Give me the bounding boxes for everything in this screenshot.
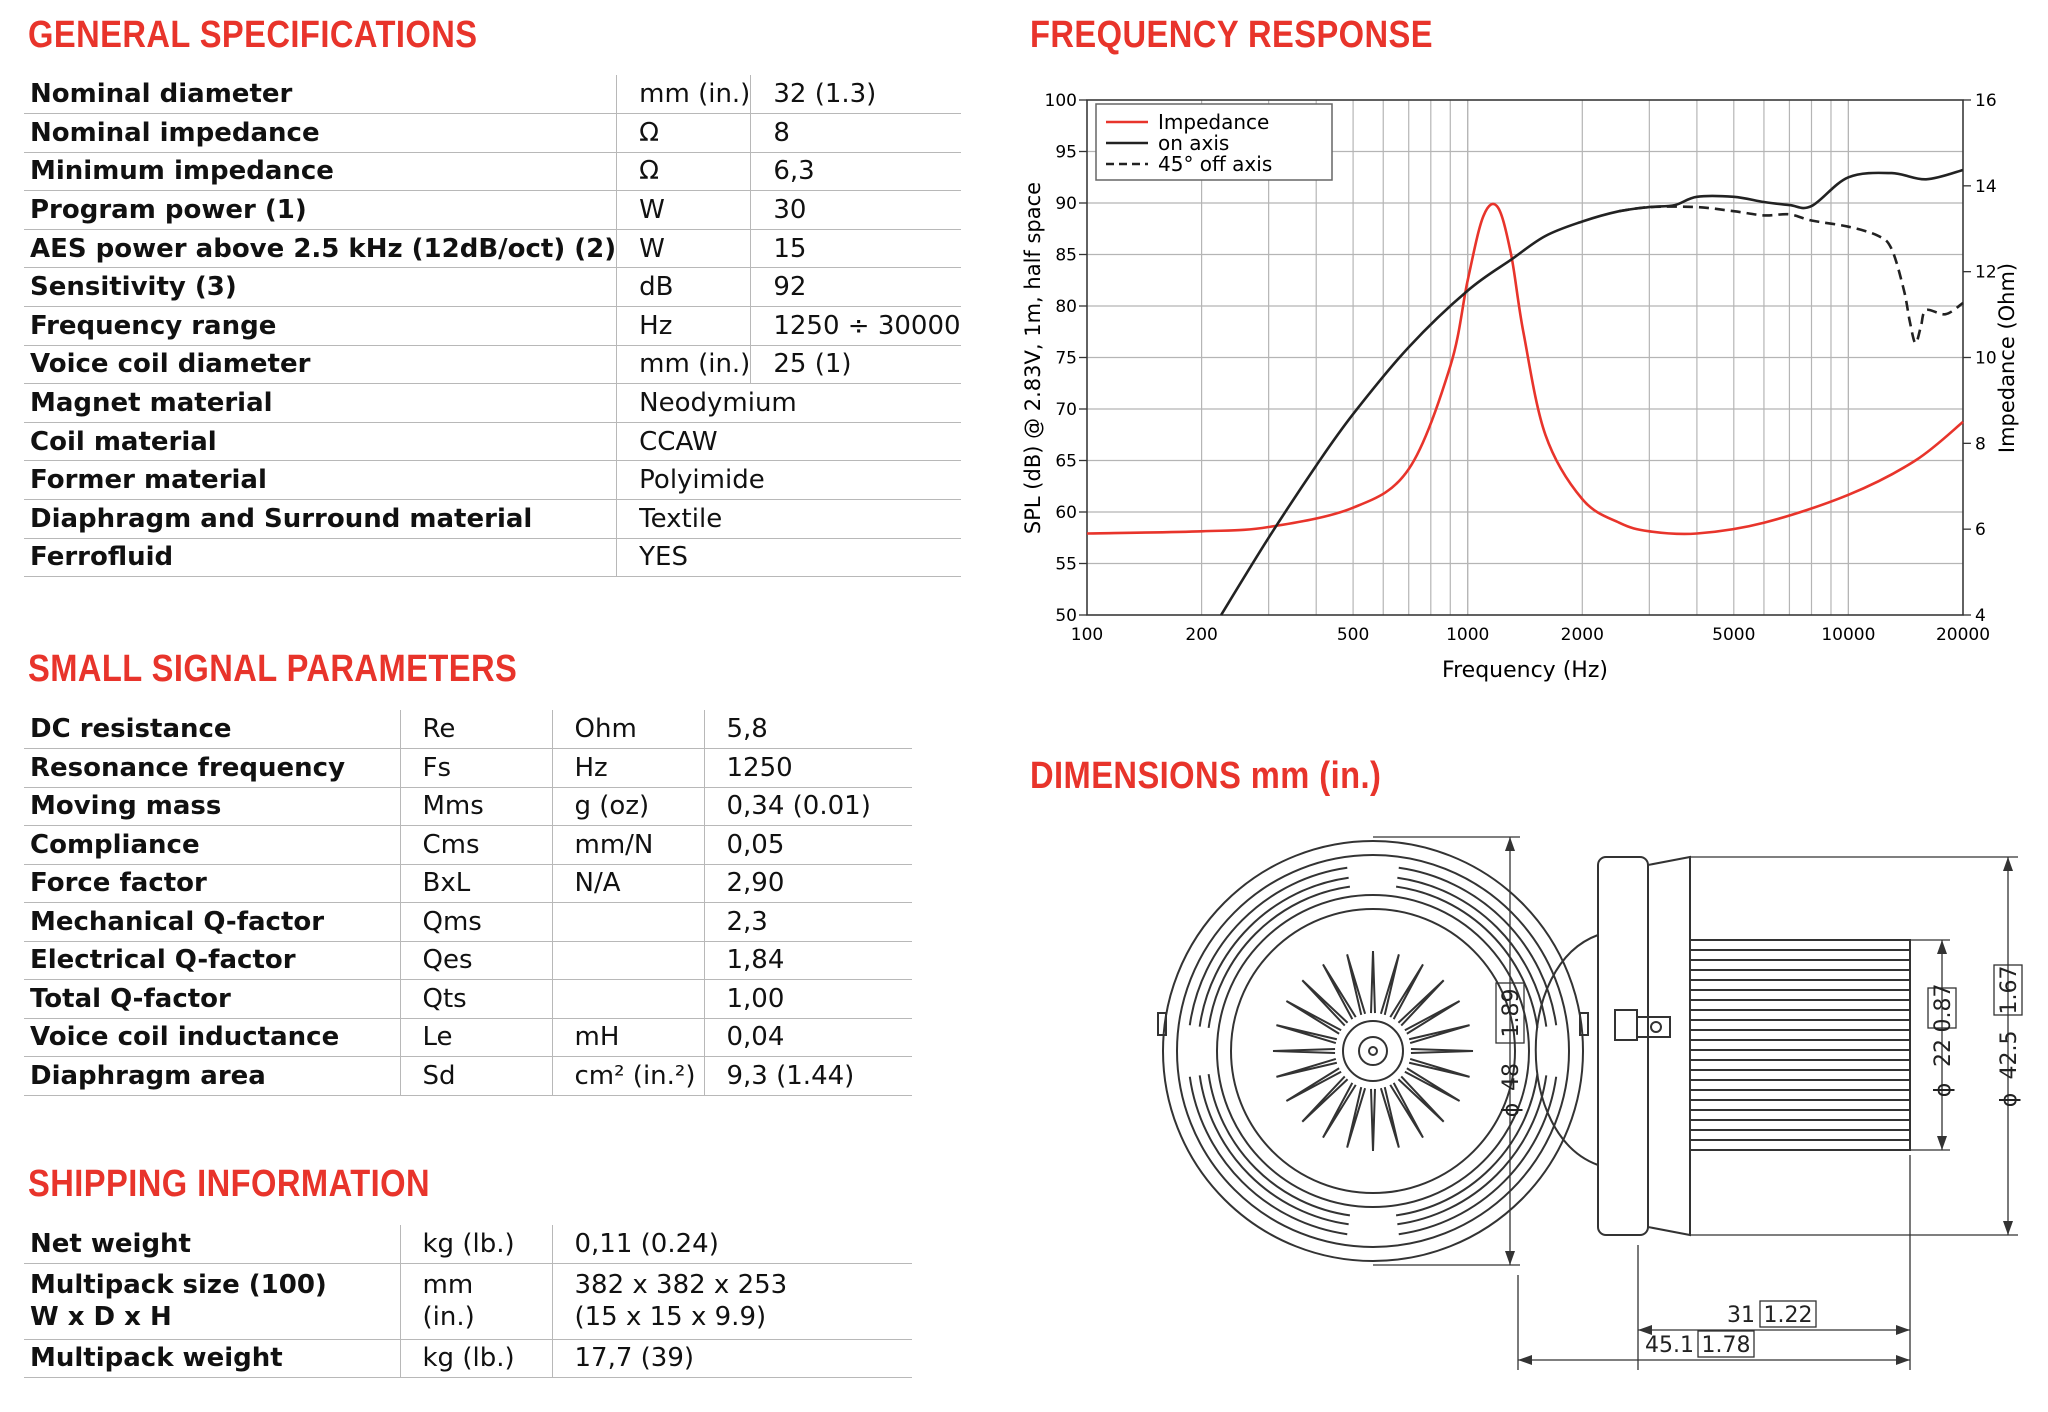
phase-plug-fin — [1302, 980, 1347, 1025]
row-value: 6,3 — [751, 152, 961, 191]
row-label: Force factor — [24, 864, 400, 903]
row-value-line1: 382 x 382 x 253 — [574, 1270, 788, 1300]
row-value: 17,7 (39) — [552, 1339, 912, 1377]
shipping-title: SHIPPING INFORMATION — [28, 1163, 430, 1205]
row-label — [24, 1263, 400, 1339]
side-flange — [1598, 857, 1648, 1235]
row-unit-line2: (in.) — [422, 1302, 475, 1332]
dim-magnet-in: 0.87 — [1931, 983, 1956, 1033]
grille-slot-arc — [1397, 1075, 1546, 1224]
row-unit — [400, 1263, 552, 1339]
row-label: Frequency range — [24, 307, 617, 346]
row-value-line2: (15 x 15 x 9.9) — [574, 1302, 767, 1332]
x-tick-label: 200 — [1185, 625, 1218, 645]
row-label-line2: W x D x H — [30, 1302, 172, 1332]
row-value: 1,84 — [704, 941, 912, 980]
phase-plug-fin — [1273, 1049, 1335, 1053]
side-terminal-tab — [1637, 1017, 1670, 1037]
dim-magnet-mm: 22 — [1931, 1039, 1956, 1067]
dim-depth1-in: 1.22 — [1763, 1303, 1813, 1328]
row-label: Multipack weight — [24, 1339, 400, 1377]
table-row — [24, 152, 961, 191]
small-signal-title: SMALL SIGNAL PARAMETERS — [28, 648, 518, 690]
row-label: Nominal impedance — [24, 114, 617, 153]
row-label: Nominal diameter — [24, 75, 617, 114]
row-value: YES — [617, 538, 961, 577]
phase-plug-fin — [1302, 1076, 1347, 1121]
table-row — [24, 75, 961, 114]
frequency-response-title: FREQUENCY RESPONSE — [1030, 14, 1434, 56]
row-label: Diaphragm and Surround material — [24, 500, 617, 539]
row-label-line1: Multipack size (100) — [30, 1270, 327, 1300]
y-tick-label: 60 — [1055, 503, 1077, 523]
grille-slot-arc — [1396, 1074, 1537, 1215]
row-unit: mm/N — [552, 826, 704, 865]
dim-magnet-symbol: ϕ — [1931, 1082, 1956, 1098]
row-symbol: Le — [400, 1018, 552, 1057]
series-impedance — [1087, 204, 1963, 534]
row-unit: kg (lb.) — [400, 1225, 552, 1263]
table-row — [24, 787, 912, 826]
row-value: 2,3 — [704, 903, 912, 942]
front-view — [1158, 841, 1588, 1261]
table-row — [24, 307, 961, 346]
y-tick-label: 95 — [1055, 142, 1077, 163]
dim-depth1-mm: 31 — [1727, 1303, 1755, 1328]
row-value: Polyimide — [617, 461, 961, 500]
row-value: 8 — [751, 114, 961, 153]
y2-tick-label: 8 — [1975, 434, 1986, 455]
y-tick-label: 70 — [1055, 400, 1077, 420]
table-row — [24, 268, 961, 307]
row-unit: Ohm — [552, 710, 704, 749]
row-unit — [552, 980, 704, 1019]
phase-plug-fin — [1371, 951, 1375, 1013]
front-center-cap — [1343, 1021, 1403, 1081]
side-housing-taper — [1648, 857, 1690, 1235]
row-unit: mm (in.) — [617, 75, 751, 114]
row-value — [552, 1263, 912, 1339]
x-tick-label: 20000 — [1935, 625, 1991, 645]
table-row — [24, 980, 912, 1019]
legend-off-axis: 45° off axis — [1158, 152, 1273, 176]
y-tick-label: 100 — [1044, 91, 1077, 111]
table-row — [24, 1018, 912, 1057]
row-label: Mechanical Q-factor — [24, 903, 400, 942]
grille-slots — [1190, 868, 1556, 1234]
y2-tick-label: 12 — [1975, 262, 1997, 283]
row-unit: N/A — [552, 864, 704, 903]
row-label: Ferrofluid — [24, 538, 617, 577]
side-terminal — [1615, 1010, 1637, 1040]
y2-tick-label: 4 — [1975, 606, 1986, 626]
row-label: Magnet material — [24, 384, 617, 423]
dim-body-symbol: ϕ — [1997, 1092, 2022, 1108]
row-label: Sensitivity (3) — [24, 268, 617, 307]
phase-plug-fin — [1398, 980, 1443, 1025]
row-label: Diaphragm area — [24, 1057, 400, 1096]
dim-outer-in: 1.89 — [1499, 988, 1524, 1038]
dimensions-title: DIMENSIONS mm (in.) — [1030, 755, 1382, 797]
table-row — [24, 345, 961, 384]
table-row — [24, 500, 961, 539]
dim-depth2-in: 1.78 — [1701, 1333, 1751, 1358]
side-magnet-body — [1690, 940, 1910, 1150]
row-label: Electrical Q-factor — [24, 941, 400, 980]
table-row — [24, 1339, 912, 1377]
y2-tick-label: 16 — [1975, 91, 1997, 111]
row-value: 9,3 (1.44) — [704, 1057, 912, 1096]
table-row — [24, 114, 961, 153]
side-terminal-hole — [1651, 1022, 1661, 1032]
y-tick-label: 90 — [1055, 194, 1077, 214]
grille-slot-arc — [1209, 887, 1350, 1028]
grille-slot-arc — [1209, 1074, 1350, 1215]
table-row — [24, 941, 912, 980]
row-value: 0,05 — [704, 826, 912, 865]
row-value: CCAW — [617, 422, 961, 461]
phase-plug-fin — [1411, 1049, 1473, 1053]
y-tick-label: 80 — [1055, 297, 1077, 317]
y-tick-label: 65 — [1055, 451, 1077, 472]
table-row — [24, 710, 912, 749]
row-unit — [552, 903, 704, 942]
row-label: Voice coil diameter — [24, 345, 617, 384]
shipping-table — [24, 1225, 912, 1378]
series-off-axis — [1619, 207, 1963, 344]
table-row — [24, 864, 912, 903]
row-symbol: Qms — [400, 903, 552, 942]
table-row — [24, 1225, 912, 1263]
row-label: DC resistance — [24, 710, 400, 749]
row-value: 1250 ÷ 30000 — [751, 307, 961, 346]
y-tick-label: 50 — [1055, 606, 1077, 626]
front-outer-ring — [1163, 841, 1583, 1261]
row-label: Voice coil inductance — [24, 1018, 400, 1057]
table-row — [24, 229, 961, 268]
side-view — [1536, 857, 1910, 1235]
row-value: 1,00 — [704, 980, 912, 1019]
y2-tick-label: 10 — [1975, 348, 1997, 369]
row-label: Former material — [24, 461, 617, 500]
y-axis-label: SPL (dB) @ 2.83V, 1m, half space — [1021, 181, 1045, 535]
row-unit: Ω — [617, 114, 751, 153]
row-value: 15 — [751, 229, 961, 268]
row-unit: Ω — [617, 152, 751, 191]
y2-tick-label: 6 — [1975, 520, 1986, 541]
row-symbol: Sd — [400, 1057, 552, 1096]
row-value: 32 (1.3) — [751, 75, 961, 114]
y-tick-label: 75 — [1055, 348, 1077, 369]
row-label: Compliance — [24, 826, 400, 865]
row-value: 0,11 (0.24) — [552, 1225, 912, 1263]
row-value: Neodymium — [617, 384, 961, 423]
row-unit-line1: mm — [422, 1270, 474, 1300]
legend-impedance: Impedance — [1158, 110, 1270, 134]
grille-slot-arc — [1200, 878, 1349, 1027]
row-value: 5,8 — [704, 710, 912, 749]
phase-plug-fins — [1273, 951, 1473, 1151]
row-value: 30 — [751, 191, 961, 230]
dim-depth2-mm: 45.1 — [1645, 1333, 1694, 1358]
row-value: 0,04 — [704, 1018, 912, 1057]
phase-plug-fin — [1398, 1076, 1443, 1121]
x-tick-label: 5000 — [1712, 625, 1756, 645]
frequency-response-chart — [1010, 70, 2019, 690]
row-value: 25 (1) — [751, 345, 961, 384]
row-label: Program power (1) — [24, 191, 617, 230]
row-value: Textile — [617, 500, 961, 539]
phase-plug-fin — [1371, 1089, 1375, 1151]
legend-on-axis: on axis — [1158, 131, 1230, 155]
x-tick-label: 500 — [1336, 625, 1370, 645]
row-unit: g (oz) — [552, 787, 704, 826]
y-tick-label: 85 — [1055, 245, 1077, 266]
table-row — [24, 1263, 912, 1339]
chart-series — [1087, 170, 1963, 615]
table-row — [24, 461, 961, 500]
row-label: Total Q-factor — [24, 980, 400, 1019]
row-symbol: Fs — [400, 749, 552, 788]
front-screw-center — [1369, 1047, 1377, 1055]
row-unit: kg (lb.) — [400, 1339, 552, 1377]
row-unit — [552, 941, 704, 980]
row-label: AES power above 2.5 kHz (12dB/oct) (2) — [24, 229, 617, 268]
grille-slot-arc — [1200, 1075, 1349, 1224]
x-tick-label: 2000 — [1560, 625, 1604, 645]
row-value: 92 — [751, 268, 961, 307]
general-specs-table — [24, 75, 961, 577]
row-unit: W — [617, 229, 751, 268]
side-cooling-fins — [1690, 950, 1910, 1140]
table-row — [24, 1057, 912, 1096]
x-axis-label: Frequency (Hz) — [1442, 658, 1608, 683]
dim-outer-symbol: ϕ — [1499, 1102, 1524, 1118]
y-tick-label: 55 — [1055, 554, 1077, 575]
row-symbol: Cms — [400, 826, 552, 865]
row-unit: dB — [617, 268, 751, 307]
front-grille-ring — [1217, 895, 1529, 1207]
row-label: Net weight — [24, 1225, 400, 1263]
x-tick-label: 1000 — [1446, 625, 1490, 645]
row-value: 1250 — [704, 749, 912, 788]
dim-body-mm: 42.5 — [1997, 1030, 2022, 1080]
dim-outer-mm: 48 — [1499, 1063, 1524, 1091]
row-unit: mm (in.) — [617, 345, 751, 384]
table-row — [24, 422, 961, 461]
row-label: Minimum impedance — [24, 152, 617, 191]
row-symbol: Re — [400, 710, 552, 749]
row-symbol: BxL — [400, 864, 552, 903]
table-row — [24, 826, 912, 865]
row-label: Coil material — [24, 422, 617, 461]
row-label: Moving mass — [24, 787, 400, 826]
series-on-axis — [1221, 170, 1963, 615]
row-value: 0,34 (0.01) — [704, 787, 912, 826]
row-unit: Hz — [552, 749, 704, 788]
dimensions-drawing — [1010, 805, 2020, 1405]
row-unit: mH — [552, 1018, 704, 1057]
x-tick-label: 10000 — [1821, 625, 1876, 645]
row-symbol: Qes — [400, 941, 552, 980]
general-specs-title: GENERAL SPECIFICATIONS — [28, 14, 478, 56]
table-row — [24, 191, 961, 230]
small-signal-table — [24, 710, 912, 1096]
y2-axis-label: Impedance (Ohm) — [1995, 262, 2019, 454]
row-unit: cm² (in.²) — [552, 1057, 704, 1096]
row-symbol: Qts — [400, 980, 552, 1019]
row-symbol: Mms — [400, 787, 552, 826]
row-unit: W — [617, 191, 751, 230]
y2-tick-label: 14 — [1975, 176, 1997, 197]
table-row — [24, 538, 961, 577]
table-row — [24, 384, 961, 423]
row-label: Resonance frequency — [24, 749, 400, 788]
table-row — [24, 903, 912, 942]
dim-body-in: 1.67 — [1997, 965, 2022, 1015]
table-row — [24, 749, 912, 788]
front-hex-screw — [1359, 1037, 1387, 1065]
chart-legend — [1096, 104, 1332, 180]
row-value: 2,90 — [704, 864, 912, 903]
x-tick-label: 100 — [1070, 625, 1104, 645]
row-unit: Hz — [617, 307, 751, 346]
